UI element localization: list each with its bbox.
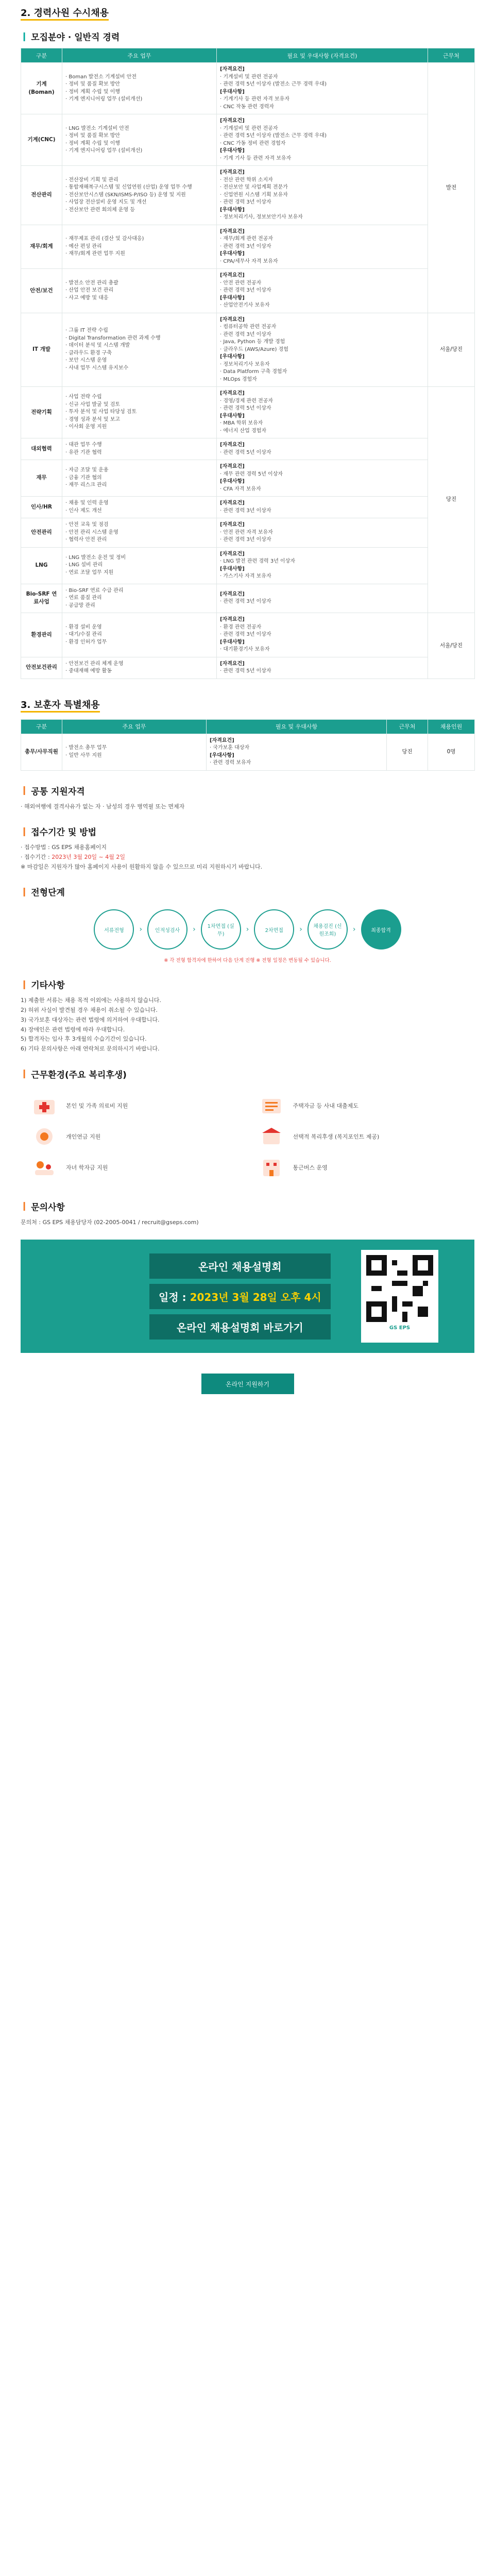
table-row [21, 518, 475, 548]
row-reqs [217, 438, 428, 460]
req-line: · 관련 경력 5년 이상자 [220, 405, 271, 411]
etc-line: 1) 제출한 서류는 채용 목적 이외에는 사용하지 않습니다. [21, 997, 162, 1004]
row-duties [62, 114, 217, 166]
etc-line: 6) 기타 문의사항은 아래 연락처로 문의하시기 바랍니다. [21, 1045, 160, 1052]
health-icon [258, 1126, 285, 1147]
bullet-icon: ❙ [21, 1201, 28, 1212]
row-reqs [217, 518, 428, 548]
apply-note: ※ 마감일은 지원자가 많아 홈페이지 사용이 원활하지 않을 수 있으므로 미리 지원하시기 바랍니다. [21, 863, 263, 870]
row-duties [62, 657, 217, 679]
req-line: · 기계 기사 등 관련 자격 보유자 [220, 155, 292, 161]
duty-line: · 안전보건 관리 체계 운영 [65, 660, 124, 667]
duty-line: · 금융 기관 협의 [65, 474, 102, 481]
req-line: [우대사항] [220, 89, 245, 95]
etc-line: 4) 장애인은 관련 법령에 따라 우대합니다. [21, 1026, 125, 1033]
col-header-duties: 주요 업무 [62, 719, 207, 734]
col-header-reqs: 필요 및 우대사항 [207, 719, 387, 734]
row-reqs [217, 269, 428, 313]
table-row [21, 63, 475, 114]
duty-line: · 산업 안전 보건 관리 [65, 287, 114, 293]
row-group: Bio-SRF 연료사업 [21, 584, 62, 613]
row-group: 전략기획 [21, 387, 62, 438]
col-header-location: 근무처 [428, 48, 475, 63]
process-title: ❙ 전형단계 [21, 886, 65, 899]
childcare-icon [31, 1157, 58, 1178]
col-header-location: 근무처 [387, 719, 428, 734]
step-3: 1차면접 (실무) [201, 909, 241, 950]
row-location: 당진 [387, 734, 428, 770]
arrow-right-icon: › [299, 925, 302, 934]
banner-title: 온라인 채용설명회 [149, 1253, 331, 1279]
duty-line: · 전산보안시스템 (SKN/ISMS-P/ISO 등) 운영 및 지원 [65, 192, 186, 198]
req-line: · MBA 학위 보유자 [220, 420, 263, 426]
req-line: · CNC 가동 정비 관련 경험자 [220, 140, 286, 146]
process-note: ※ 각 전형 합격자에 한하여 다음 단계 진행 ※ 전형 일정은 변동될 수 있습니다. [164, 958, 331, 964]
list-line: · 발전소 총무 업무 [65, 745, 107, 751]
bullet-icon: ❙ [21, 785, 28, 795]
row-duties [62, 497, 217, 518]
duty-line: · 정비 및 품질 확보 방안 [65, 81, 121, 87]
step-1: 서류전형 [94, 909, 134, 950]
row-duties [62, 313, 217, 387]
table-row [21, 584, 475, 613]
table-row [21, 225, 475, 269]
req-line: · 경영/경제 관련 전공자 [220, 398, 274, 404]
special-table-header [21, 719, 475, 734]
bullet-icon: ❙ [21, 1069, 28, 1079]
req-line: [자격요건] [220, 617, 245, 622]
duty-line: · 경영 성과 분석 및 보고 [65, 416, 121, 422]
duty-line: · 안전 관리 시스템 운영 [65, 529, 118, 535]
duty-line: · 정비 계획 수립 및 이행 [65, 89, 121, 95]
req-line: [자격요건] [220, 66, 245, 72]
step-6: 최종합격 [361, 909, 401, 950]
req-line: [우대사항] [220, 566, 245, 572]
req-line: · 신업연원 시스템 기획 보유자 [220, 192, 288, 198]
duty-line: · 안전 교육 및 점검 [65, 522, 109, 528]
duty-line: · 보안 시스템 운영 [65, 358, 107, 364]
qr-code-icon [366, 1255, 433, 1322]
row-group: 대외협력 [21, 438, 62, 460]
row-reqs [217, 63, 428, 114]
welfare-section [21, 1067, 474, 1187]
row-location: 서울/당진 [428, 313, 475, 387]
welfare-item: 주택자금 등 사내 대출제도 [258, 1095, 465, 1116]
req-line: · 관련 경력 5년 이상자 [220, 449, 271, 455]
welfare-item: 통근버스 운영 [258, 1157, 465, 1178]
req-line: · 산업안전기사 보유자 [220, 302, 270, 308]
list-line: [우대사항] [210, 752, 234, 758]
req-line: [자격요건] [220, 170, 245, 175]
req-line: [우대사항] [220, 148, 245, 154]
duty-line: · 데이터 분석 및 시스템 개발 [65, 343, 130, 349]
table-row [21, 460, 475, 497]
bullet-icon: ❙ [21, 826, 28, 837]
row-group: 기계(Boman) [21, 63, 62, 114]
table-row [21, 497, 475, 518]
req-line: · 관련 경력 3년 이상자 [220, 599, 271, 605]
row-reqs [217, 657, 428, 679]
etc-line: 2) 허위 사실이 발견될 경우 채용이 취소될 수 있습니다. [21, 1007, 158, 1014]
duty-line: · 연료 조달 업무 지원 [65, 569, 114, 575]
row-duties [62, 518, 217, 548]
row-reqs [217, 225, 428, 269]
req-line: · 기계기사 등 관련 자격 보유자 [220, 96, 289, 102]
req-line: · Data Platform 구축 경험자 [220, 369, 287, 375]
req-line: [자격요건] [220, 316, 245, 323]
req-line: [자격요건] [220, 273, 245, 278]
section-special-heading [21, 692, 474, 713]
req-line: · 컴퓨터공학 관련 전공자 [220, 324, 277, 330]
req-line: · 관련 경력 5년 이상자 (발전소 근무 경력 우대) [220, 133, 327, 139]
arrow-right-icon: › [193, 925, 196, 934]
bullet-icon: ❙ [21, 31, 28, 42]
etc-line: 5) 합격자는 입사 후 3개월의 수습기간이 있습니다. [21, 1036, 147, 1043]
duty-line: · 이사회 운영 지원 [65, 424, 107, 430]
row-duties [62, 460, 217, 497]
req-line: [우대사항] [220, 251, 245, 257]
req-line: [우대사항] [220, 207, 245, 213]
apply-section [21, 825, 474, 872]
row-reqs [217, 114, 428, 166]
table-row [21, 313, 475, 387]
req-line: [자격요건] [220, 464, 245, 469]
row-group: IT 개발 [21, 313, 62, 387]
row-reqs [217, 313, 428, 387]
row-duties [62, 613, 217, 657]
req-line: · 관련 경력 3년 이상자 [220, 199, 271, 205]
duty-line: · 재무/회계 관련 업무 지원 [65, 251, 125, 257]
career-table-header [21, 48, 475, 63]
special-table [21, 719, 475, 771]
req-line: · 관련 경력 5년 이상자 [220, 668, 271, 674]
contact-section [21, 1200, 474, 1228]
list-line: [자격요건] [210, 737, 234, 743]
row-duties [62, 438, 217, 460]
req-line: · 에너지 산업 경험자 [220, 428, 266, 434]
req-line: · CPA/세무사 자격 보유자 [220, 258, 278, 264]
row-reqs [217, 547, 428, 584]
duty-line: · 투자 분석 및 사업 타당성 검토 [65, 409, 137, 415]
list-line: · 일반 사무 지원 [65, 752, 102, 758]
row-duties [62, 584, 217, 613]
etc-line: 3) 국가보훈 대상자는 관련 법령에 의거하여 우대합니다. [21, 1016, 160, 1023]
row-duties [62, 225, 217, 269]
welfare-title: ❙ 근무환경(주요 복리후생) [21, 1069, 127, 1080]
row-duties [62, 63, 217, 114]
req-line: · 관련 경력 3년 이상자 [220, 287, 271, 293]
duty-line: · 그룹 IT 전략 수립 [65, 328, 108, 334]
req-line: [자격요건] [220, 551, 245, 557]
req-line: · MLOps 경험자 [220, 376, 257, 382]
col-header-reqs: 필요 및 우대사항 (자격요건) [217, 48, 428, 63]
education-icon [258, 1095, 285, 1116]
row-reqs [217, 613, 428, 657]
req-line: · Java, Python 등 개발 경험 [220, 339, 285, 345]
req-line: [우대사항] [220, 354, 245, 360]
req-line: [우대사항] [220, 639, 245, 645]
req-line: · 가스기사 자격 보유자 [220, 573, 271, 579]
career-table-body [21, 63, 475, 679]
bullet-icon: ❙ [21, 886, 28, 897]
req-line: · 환경 관련 전공자 [220, 624, 262, 630]
duty-line: · 재무제표 관리 (결산 및 감사대응) [65, 236, 144, 242]
arrow-right-icon: › [352, 925, 356, 934]
duty-line: · 재무 리스크 관리 [65, 482, 107, 488]
step-5: 채용검진 (신원조회) [308, 909, 348, 950]
req-line: [자격요건] [220, 660, 245, 667]
row-reqs [217, 584, 428, 613]
req-line: · 안전 관련 자격 보유자 [220, 529, 273, 535]
duty-line: · 사내 업무 시스템 유지보수 [65, 365, 129, 371]
contact-title: ❙ 문의사항 [21, 1201, 65, 1213]
duty-line: · 유관 기관 협력 [65, 449, 102, 455]
process-section [21, 885, 474, 964]
row-group: 기계(CNC) [21, 114, 62, 166]
req-line: · 재무/회계 관련 전공자 [220, 236, 274, 242]
apply-period: · 접수기간 : 2023년 3월 20일 ~ 4월 2일 [21, 853, 126, 860]
col-header-group: 구분 [21, 719, 62, 734]
col-header-group: 구분 [21, 48, 62, 63]
briefing-banner [21, 1240, 474, 1353]
duty-line: · 신규 사업 발굴 및 검토 [65, 401, 121, 408]
req-line: · 관련 경력 5년 이상자 (발전소 근무 경력 우대) [220, 81, 327, 87]
req-line: · 재무 관련 경력 5년 이상자 [220, 471, 283, 477]
row-reqs [217, 497, 428, 518]
req-line: · 정보처리기사, 정보보안기사 보유자 [220, 214, 303, 220]
row-count: 0명 [428, 734, 475, 770]
col-header-duties: 주요 업무 [62, 48, 217, 63]
special-heading-text: 3. 보훈자 특별채용 [21, 700, 100, 713]
duty-line: · 기계 엔지니어링 업무 (설비개선) [65, 96, 143, 102]
welfare-item: 본인 및 가족 의료비 지원 [31, 1095, 237, 1116]
row-group: 안전/보건 [21, 269, 62, 313]
duty-line: · 환경 인허가 업무 [65, 639, 107, 645]
duty-line: · 정비 계획 수립 및 이행 [65, 140, 121, 146]
req-line: [자격요건] [220, 442, 245, 448]
process-steps [21, 909, 474, 950]
table-row [21, 387, 475, 438]
row-location: 당진 [428, 387, 475, 613]
table1-title: ❙ 모집분야 · 일반직 경력 [21, 31, 120, 43]
table-row [21, 657, 475, 679]
career-heading-text: 2. 경력사원 수시채용 [21, 8, 109, 21]
duty-line: · LNG 발전소 운전 및 정비 [65, 554, 126, 561]
apply-title: ❙ 접수기간 및 방법 [21, 826, 97, 838]
table-row [21, 613, 475, 657]
table-row [21, 269, 475, 313]
row-location: 발전 [428, 63, 475, 313]
req-line: [자격요건] [220, 522, 245, 528]
briefing-link[interactable]: 온라인 채용설명회 바로가기 [149, 1314, 331, 1340]
online-apply-button[interactable]: 온라인 지원하기 [201, 1374, 294, 1394]
list-line: · 관련 경력 보유자 [210, 760, 251, 766]
duty-line: · 환경 설비 운영 [65, 624, 102, 630]
req-line: · 관련 경력 3년 이상자 [220, 632, 271, 637]
welfare-item: 선택적 복리후생 (복지포인트 제공) [258, 1126, 465, 1147]
qr-code[interactable] [361, 1250, 438, 1343]
row-duties [62, 387, 217, 438]
apply-method: · 접수방법 : GS EPS 채용홈페이지 [21, 844, 107, 851]
duty-line: · 공급망 관리 [65, 602, 95, 608]
step-2: 인적성검사 [147, 909, 187, 950]
common-title: ❙ 공통 지원자격 [21, 785, 85, 797]
bullet-icon: ❙ [21, 979, 28, 990]
banner-date: 일정 : 2023년 3월 28일 오후 4시 [149, 1284, 331, 1309]
section-career-heading [21, 0, 474, 21]
table-row [21, 166, 475, 225]
common-qualification-section [21, 784, 474, 812]
etc-title: ❙ 기타사항 [21, 979, 65, 991]
welfare-item: 자녀 학자금 지원 [31, 1157, 237, 1178]
req-line: · 대기환경기사 보유자 [220, 647, 270, 652]
row-reqs [217, 387, 428, 438]
row-group: LNG [21, 547, 62, 584]
req-line: · 기계설비 및 관련 전공자 [220, 125, 278, 131]
duty-line: · Digital Transformation 관련 과제 수행 [65, 335, 161, 341]
row-duties [62, 166, 217, 225]
welfare-grid [21, 1087, 474, 1187]
career-table [21, 48, 475, 679]
row-group: 안전보건관리 [21, 657, 62, 679]
req-line: [자격요건] [220, 228, 245, 234]
req-line: [자격요건] [220, 391, 245, 396]
row-group: 인사/HR [21, 497, 62, 518]
req-line: [자격요건] [220, 591, 245, 597]
duty-line: · 발전소 안전 관리 총괄 [65, 280, 118, 286]
duty-line: · 중대재해 예방 활동 [65, 668, 112, 674]
req-line: · 관련 경력 3년 이상자 [220, 243, 271, 249]
duty-line: · LNG 발전소 기계설비 안전 [65, 125, 129, 131]
table-row [21, 114, 475, 166]
duty-line: · 인사 제도 개선 [65, 507, 102, 514]
arrow-right-icon: › [246, 925, 249, 934]
req-line: · CFA 자격 보유자 [220, 486, 261, 492]
req-line: · 기계설비 및 관련 전공자 [220, 74, 278, 80]
duty-line: · 사업 전략 수립 [65, 394, 102, 400]
duty-line: · 기계 엔지니어링 업무 (설비개선) [65, 148, 143, 154]
duty-line: · 대관 업무 수행 [65, 442, 102, 448]
duty-line: · 사업장 전산설비 운영 지도 및 개선 [65, 199, 147, 205]
row-group: 재무 [21, 460, 62, 497]
duty-line: · 클라우드 환경 구축 [65, 350, 112, 356]
req-line: · LNG 발전 관련 경력 3년 이상자 [220, 558, 296, 564]
req-line: · CNC 작동 관련 경력자 [220, 104, 274, 110]
col-header-count: 채용인원 [428, 719, 475, 734]
req-line: [우대사항] [220, 479, 245, 484]
req-line: [자격요건] [220, 118, 245, 124]
row-group: 재무/회계 [21, 225, 62, 269]
row-duties [62, 547, 217, 584]
duty-line: · 대기/수질 관리 [65, 632, 102, 637]
row-duties [62, 734, 207, 770]
duty-line: · 채용 및 인력 운영 [65, 500, 109, 506]
req-line: · 관련 경력 3년 이상자 [220, 331, 271, 337]
medical-icon [31, 1095, 58, 1116]
duty-line: · 협력사 안전 관리 [65, 537, 107, 543]
duty-line: · 정비 및 품질 확보 방안 [65, 133, 121, 139]
duty-line: · 자금 조달 및 운용 [65, 467, 109, 473]
duty-line: · 연료 품질 관리 [65, 595, 102, 601]
duty-line: · Boman 발전소 기계설비 안전 [65, 74, 137, 80]
req-line: · 정보처리기사 보유자 [220, 361, 270, 367]
table-row [21, 438, 475, 460]
duty-line: · 예산 편성 관리 [65, 243, 102, 249]
table-row [21, 734, 475, 770]
duty-line: · LNG 설비 관리 [65, 562, 103, 568]
row-reqs [207, 734, 387, 770]
req-line: · 관련 경력 3년 이상자 [220, 537, 271, 543]
vacation-icon [31, 1126, 58, 1147]
table-row [21, 547, 475, 584]
duty-line: · Bio-SRF 연료 수급 관리 [65, 587, 124, 594]
list-line: · 국가보훈 대상자 [210, 745, 250, 751]
row-location: 서울/당진 [428, 613, 475, 679]
welfare-item: 개인연금 지원 [31, 1126, 237, 1147]
common-text: · 해외여행에 결격사유가 없는 자 · 남성의 경우 병역필 또는 면제자 [21, 803, 185, 810]
row-group: 전산관리 [21, 166, 62, 225]
building-icon [258, 1157, 285, 1178]
row-duties [62, 269, 217, 313]
duty-line: · 사고 예방 및 대응 [65, 295, 109, 301]
qr-brand: GS EPS [389, 1325, 411, 1331]
req-line: · 전산 관련 학위 소지자 [220, 177, 273, 183]
req-line: · 관련 경력 3년 이상자 [220, 507, 271, 514]
etc-section [21, 978, 474, 1054]
row-group: 총무/사무직원 [21, 734, 62, 770]
req-line: · 안전 관련 전공자 [220, 280, 262, 286]
row-group: 안전관리 [21, 518, 62, 548]
contact-text: 문의처 : GS EPS 채용담당자 (02-2005-0041 / recruit@gseps.com) [21, 1218, 199, 1226]
duty-line: · 통합재해복구시스템 및 신업연원 (산업) 운영 업무 수행 [65, 184, 192, 190]
duty-line: · 전산보안 관련 회의체 운영 등 [65, 207, 135, 213]
row-reqs [217, 460, 428, 497]
req-line: [자격요건] [220, 500, 245, 506]
banner-text-group [149, 1253, 331, 1340]
req-line: [우대사항] [220, 295, 245, 301]
step-4: 2차면접 [254, 909, 294, 950]
arrow-right-icon: › [139, 925, 143, 934]
row-reqs [217, 166, 428, 225]
apply-period-value: 2023년 3월 20일 ~ 4월 2일 [52, 853, 126, 860]
req-line: · 클라우드 (AWS/Azure) 경험 [220, 346, 288, 352]
row-group: 환경관리 [21, 613, 62, 657]
req-line: · 전산보안 및 사업계획 전문가 [220, 184, 288, 190]
req-line: [우대사항] [220, 413, 245, 419]
duty-line: · 전산장비 기획 및 관리 [65, 177, 118, 183]
